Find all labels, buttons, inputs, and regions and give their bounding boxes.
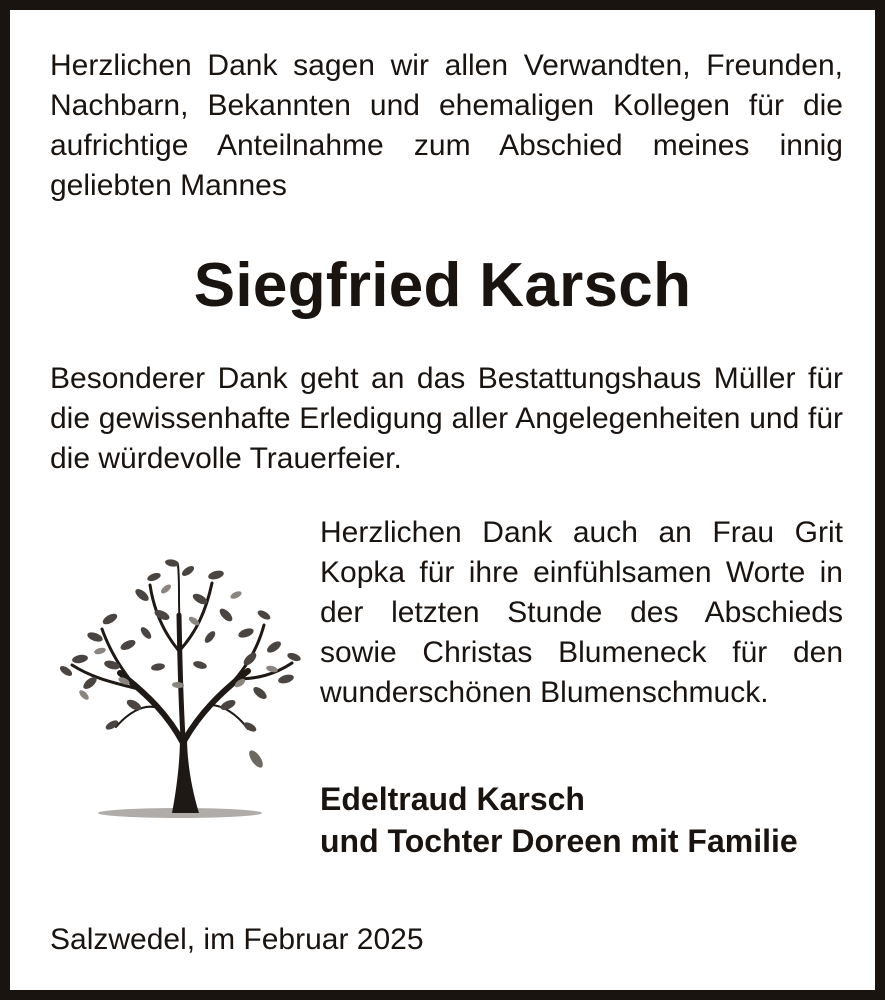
deceased-name: Siegfried Karsch	[193, 251, 692, 320]
speaker-florist-thanks: Herzlichen Dank auch an Frau Grit Kopka für ihre einfühlsamen Worte in der letzten Stunde des Abschieds sowie Christas Blumeneck für den wunderschönen Blumenschmuck.	[320, 516, 843, 709]
signature-line-2: und Tochter Doreen mit Familie	[320, 823, 798, 859]
funeral-home-thanks: Besonderer Dank geht an das Bestattungshaus Müller für die gewissenhafte Erledigung aller Angelegenheiten und für die würdevolle Trauerfeier.	[50, 362, 843, 475]
signature-line-1: Edeltraud Karsch	[320, 781, 585, 817]
signature	[320, 778, 798, 862]
tree-icon	[50, 555, 310, 825]
place-and-date: Salzwedel, im Februar 2025	[50, 923, 424, 956]
intro-paragraph: Herzlichen Dank sagen wir allen Verwandten, Freunden, Nachbarn, Bekannten und ehemaligen Kollegen für die aufrichtige Anteilnahme zum Abschied meines innig geliebten Mannes	[50, 49, 843, 202]
